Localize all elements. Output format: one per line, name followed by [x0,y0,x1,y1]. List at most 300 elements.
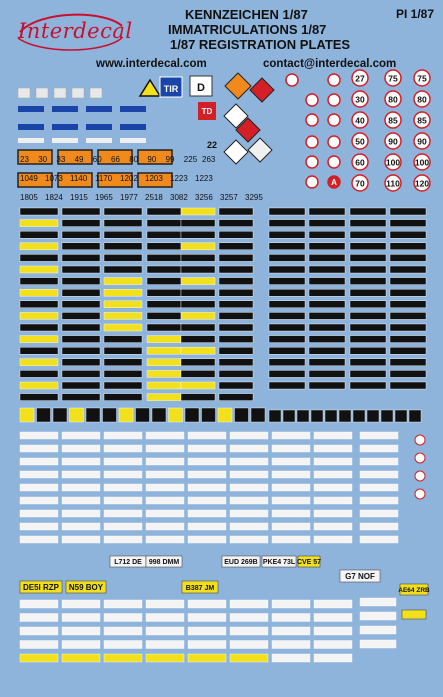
prohibition-sign-icon [306,136,318,148]
speed-limit-value: 85 [417,115,427,126]
registration-plate [20,600,58,608]
registration-plate [230,654,268,662]
white-registration-plate [104,445,142,452]
registration-plate [181,324,215,331]
number-row-1-item: 49 [74,155,84,164]
white-registration-plate [104,497,142,504]
white-registration-plate [314,471,352,478]
number-row-3-item: 1824 [45,193,63,202]
number-row-1-item: 33 [56,155,66,164]
registration-plate [62,266,100,273]
prohibition-sign-icon [328,74,340,86]
registration-plate [104,627,142,635]
hazard-class-number: 22 [206,140,218,150]
white-registration-plate [146,510,184,517]
registration-plate [62,289,100,296]
square-plate [119,408,133,422]
registration-plate [188,654,226,662]
brand-name: Interdecal [18,19,133,43]
registration-plate [272,614,310,622]
square-plate [202,408,216,422]
white-registration-plate [314,510,352,517]
registration-plate [350,324,386,331]
white-registration-plate [20,445,58,452]
registration-plate [390,347,426,354]
yellow-plate-text: B387 JM [185,585,215,592]
square-plate [353,410,365,422]
registration-plate [230,627,268,635]
speed-limit-value: 40 [355,115,365,126]
registration-plate [147,370,181,377]
registration-plate [350,289,386,296]
registration-plate [20,278,58,285]
white-registration-plate [146,523,184,530]
number-row-1-item: 23 [20,155,29,164]
white-registration-plate [188,510,226,517]
white-registration-plate [360,612,396,620]
white-registration-plate [188,484,226,491]
registration-plate [269,382,305,389]
registration-plate [62,243,100,250]
small-label-tag [36,88,48,98]
white-tag-strip [86,138,112,143]
number-row-2-item: 1170 [95,174,113,183]
registration-plate [104,347,142,354]
registration-plate [20,254,58,261]
white-registration-plate [188,432,226,439]
registration-plate [62,359,100,366]
number-row-1-item: 80 [129,155,139,164]
registration-plate [390,208,426,215]
registration-plate [147,254,181,261]
registration-plate [181,220,215,227]
white-registration-plate [272,510,310,517]
white-registration-plate [188,536,226,543]
square-plate [53,408,67,422]
registration-plate [181,336,215,343]
registration-plate [181,243,215,250]
warning-triangle-icon [140,80,160,96]
registration-plate [62,347,100,354]
number-row-2-item: 1203 [145,174,163,183]
square-plate [311,410,323,422]
registration-plate [269,347,305,354]
registration-plate [309,266,345,273]
yellow-plate-text: N59 BOY [68,583,104,592]
prohibition-sign-icon [415,471,425,481]
registration-plate [104,359,142,366]
square-plate [152,408,166,422]
registration-plate [219,359,253,366]
registration-plate [104,600,142,608]
small-label-tag [90,88,102,98]
registration-plate [147,347,181,354]
white-registration-plate [104,432,142,439]
registration-plate [188,614,226,622]
white-registration-plate [230,536,268,543]
square-plate [409,410,421,422]
square-plate [218,408,232,422]
registration-plate [309,289,345,296]
registration-plate [104,641,142,649]
registration-plate [104,654,142,662]
white-registration-plate [20,432,58,439]
registration-plate [219,312,253,319]
speed-limit-value: 75 [417,73,427,84]
registration-plate [390,359,426,366]
registration-plate [146,654,184,662]
white-registration-plate [360,484,398,491]
registration-plate [390,231,426,238]
registration-plate [272,627,310,635]
speed-limit-value: 120 [414,178,430,189]
white-registration-plate [230,471,268,478]
blue-tag-strip [120,106,146,112]
prohibition-sign-icon [306,114,318,126]
white-registration-plate [62,497,100,504]
registration-plate [350,243,386,250]
registration-plate [147,231,181,238]
white-registration-plate [62,445,100,452]
registration-plate [104,220,142,227]
registration-plate [390,289,426,296]
registration-plate [104,301,142,308]
white-registration-plate [20,523,58,530]
registration-plate [314,654,352,662]
registration-plate [104,336,142,343]
square-plate [367,410,379,422]
white-registration-plate [146,458,184,465]
white-plate-text: L712 DE [114,559,142,566]
registration-plate [147,266,181,273]
registration-plate [147,243,181,250]
white-registration-plate [272,432,310,439]
registration-plate [62,614,100,622]
registration-plate [314,641,352,649]
registration-plate [390,312,426,319]
white-registration-plate [62,458,100,465]
registration-plate [62,254,100,261]
white-registration-plate [230,432,268,439]
registration-plate [350,312,386,319]
number-row-3-item: 3257 [220,193,238,202]
square-plate [37,408,51,422]
speed-limit-value: 100 [385,157,401,168]
tir-sign-text: TIR [163,84,179,94]
square-plate [235,408,249,422]
hazard-diamond-icon [248,138,272,162]
registration-plate [104,254,142,261]
registration-plate [104,394,142,401]
registration-plate [188,627,226,635]
registration-plate [104,614,142,622]
white-registration-plate [360,432,398,439]
registration-plate [20,231,58,238]
number-row-3-item: 3082 [170,193,188,202]
square-plate [297,410,309,422]
white-registration-plate [314,497,352,504]
registration-plate [219,370,253,377]
square-plate [283,410,295,422]
white-registration-plate [230,445,268,452]
registration-plate [104,382,142,389]
registration-plate [20,301,58,308]
registration-plate [104,243,142,250]
white-registration-plate [104,484,142,491]
registration-plate [20,370,58,377]
registration-plate [147,382,181,389]
prohibition-sign-icon [415,489,425,499]
registration-plate [219,347,253,354]
speed-limit-value: 110 [386,178,400,189]
registration-plate [269,208,305,215]
registration-plate [309,347,345,354]
registration-plate [350,370,386,377]
registration-plate [104,324,142,331]
speed-limit-value: 90 [388,136,398,147]
white-registration-plate [146,484,184,491]
white-registration-plate [360,598,396,606]
number-row-3-item: 2518 [145,193,163,202]
registration-plate [350,278,386,285]
registration-plate [350,208,386,215]
registration-plate [62,627,100,635]
registration-plate [104,208,142,215]
yellow-plate-text: DE5I RZP [22,583,60,592]
registration-plate [269,254,305,261]
registration-plate [147,336,181,343]
white-registration-plate [20,484,58,491]
registration-plate [147,324,181,331]
number-row-2-item: 1140 [70,174,88,183]
registration-plate [219,301,253,308]
registration-plate [62,220,100,227]
registration-plate [104,266,142,273]
prohibition-sign-icon [328,136,340,148]
prohibition-sign-icon [306,94,318,106]
title-english: 1/87 REGISTRATION PLATES [170,37,351,52]
prohibition-sign-icon [306,156,318,168]
registration-plate [219,382,253,389]
registration-plate [181,266,215,273]
white-registration-plate [360,536,398,543]
square-plate [269,410,281,422]
registration-plate [104,278,142,285]
number-row-1-item: 263 [202,155,216,164]
white-tag-strip [120,138,146,143]
registration-plate [146,614,184,622]
registration-plate [20,324,58,331]
title-german: KENNZEICHEN 1/87 [185,7,308,22]
registration-plate [181,382,215,389]
white-registration-plate [272,536,310,543]
registration-plate [181,278,215,285]
registration-plate [219,324,253,331]
registration-plate [104,370,142,377]
registration-plate [20,614,58,622]
registration-plate [181,289,215,296]
registration-plate [62,394,100,401]
registration-plate [62,600,100,608]
registration-plate [219,266,253,273]
registration-plate [314,614,352,622]
registration-plate [390,370,426,377]
registration-plate [20,220,58,227]
registration-plate [230,614,268,622]
number-row-1-item: 30 [38,155,48,164]
registration-plate [350,266,386,273]
white-registration-plate [146,471,184,478]
registration-plate [146,600,184,608]
registration-plate [62,654,100,662]
speed-limit-value: 80 [388,94,398,105]
registration-plate [272,600,310,608]
registration-plate [62,641,100,649]
registration-plate [269,231,305,238]
registration-plate [20,382,58,389]
speed-limit-value: 100 [414,157,430,168]
small-label-tag [54,88,66,98]
registration-plate [62,324,100,331]
number-row-3-item: 1805 [20,193,38,202]
white-registration-plate [146,497,184,504]
registration-plate [62,312,100,319]
registration-plate [272,654,310,662]
contact-email: contact@interdecal.com [263,58,397,70]
white-registration-plate [230,523,268,530]
registration-plate [181,231,215,238]
white-registration-plate [20,458,58,465]
speed-limit-value: 60 [355,157,365,168]
registration-plate [350,301,386,308]
registration-plate [350,347,386,354]
white-registration-plate [20,510,58,517]
white-registration-plate [360,626,396,634]
white-registration-plate [360,523,398,530]
yellow-registration-plate [402,610,426,619]
registration-plate [20,243,58,250]
registration-plate [147,289,181,296]
number-row-3-item: 3295 [245,193,263,202]
registration-plate [147,301,181,308]
registration-plate [188,600,226,608]
registration-plate [20,347,58,354]
white-registration-plate [188,458,226,465]
registration-plate [350,336,386,343]
registration-plate [269,289,305,296]
registration-plate [147,359,181,366]
white-registration-plate [188,471,226,478]
registration-plate [219,231,253,238]
white-registration-plate [314,523,352,530]
white-registration-plate [360,458,398,465]
registration-plate [104,289,142,296]
number-row-2-item: 1223 [195,174,213,183]
square-plate [395,410,407,422]
product-code: PI 1/87 [396,7,435,21]
registration-plate [309,243,345,250]
registration-plate [181,254,215,261]
blue-tag-strip [52,106,78,112]
small-label-tag [18,88,30,98]
speed-limit-value: 27 [355,73,365,84]
white-registration-plate [146,536,184,543]
white-registration-plate [230,458,268,465]
registration-plate [390,324,426,331]
registration-plate [219,289,253,296]
registration-plate [181,301,215,308]
white-registration-plate [314,432,352,439]
square-plate [20,408,34,422]
number-row-3-item: 1977 [120,193,138,202]
registration-plate [309,359,345,366]
square-plate [86,408,100,422]
prohibition-sign-icon [286,74,298,86]
white-registration-plate [104,523,142,530]
registration-plate [147,208,181,215]
square-plate [169,408,183,422]
prohibition-sign-icon [328,114,340,126]
white-registration-plate [230,484,268,491]
speed-limit-value: 80 [417,94,427,105]
prohibition-sign-icon [328,156,340,168]
white-registration-plate [20,536,58,543]
square-plate [381,410,393,422]
white-registration-plate [360,640,396,648]
registration-plate [20,312,58,319]
registration-plate [269,301,305,308]
speed-limit-value: 85 [388,115,398,126]
number-row-2-item: 1202 [120,174,138,183]
registration-plate [147,278,181,285]
speed-letter-a: A [331,178,337,187]
registration-plate [390,254,426,261]
registration-plate [20,394,58,401]
white-registration-plate [230,510,268,517]
registration-plate [269,243,305,250]
registration-plate [309,208,345,215]
white-registration-plate [360,471,398,478]
prohibition-sign-icon [415,435,425,445]
white-registration-plate [62,536,100,543]
white-registration-plate [20,497,58,504]
square-plate [185,408,199,422]
registration-plate [309,370,345,377]
white-registration-plate [146,432,184,439]
registration-plate [147,220,181,227]
registration-plate [20,627,58,635]
registration-plate [20,336,58,343]
white-registration-plate [104,458,142,465]
prohibition-sign-icon [328,94,340,106]
white-registration-plate [146,445,184,452]
white-plate-text: 998 DMM [148,559,180,566]
white-registration-plate [188,497,226,504]
square-plate [136,408,150,422]
white-registration-plate [360,510,398,517]
registration-plate [350,359,386,366]
speed-limit-value: 90 [417,136,427,147]
registration-plate [147,312,181,319]
square-plate [339,410,351,422]
number-row-1-item: 90 [147,155,157,164]
number-row-3-item: 1965 [95,193,113,202]
registration-plate [269,266,305,273]
number-row-2-item: 1223 [170,174,188,183]
registration-plate [314,600,352,608]
registration-plate [269,336,305,343]
white-registration-plate [360,445,398,452]
